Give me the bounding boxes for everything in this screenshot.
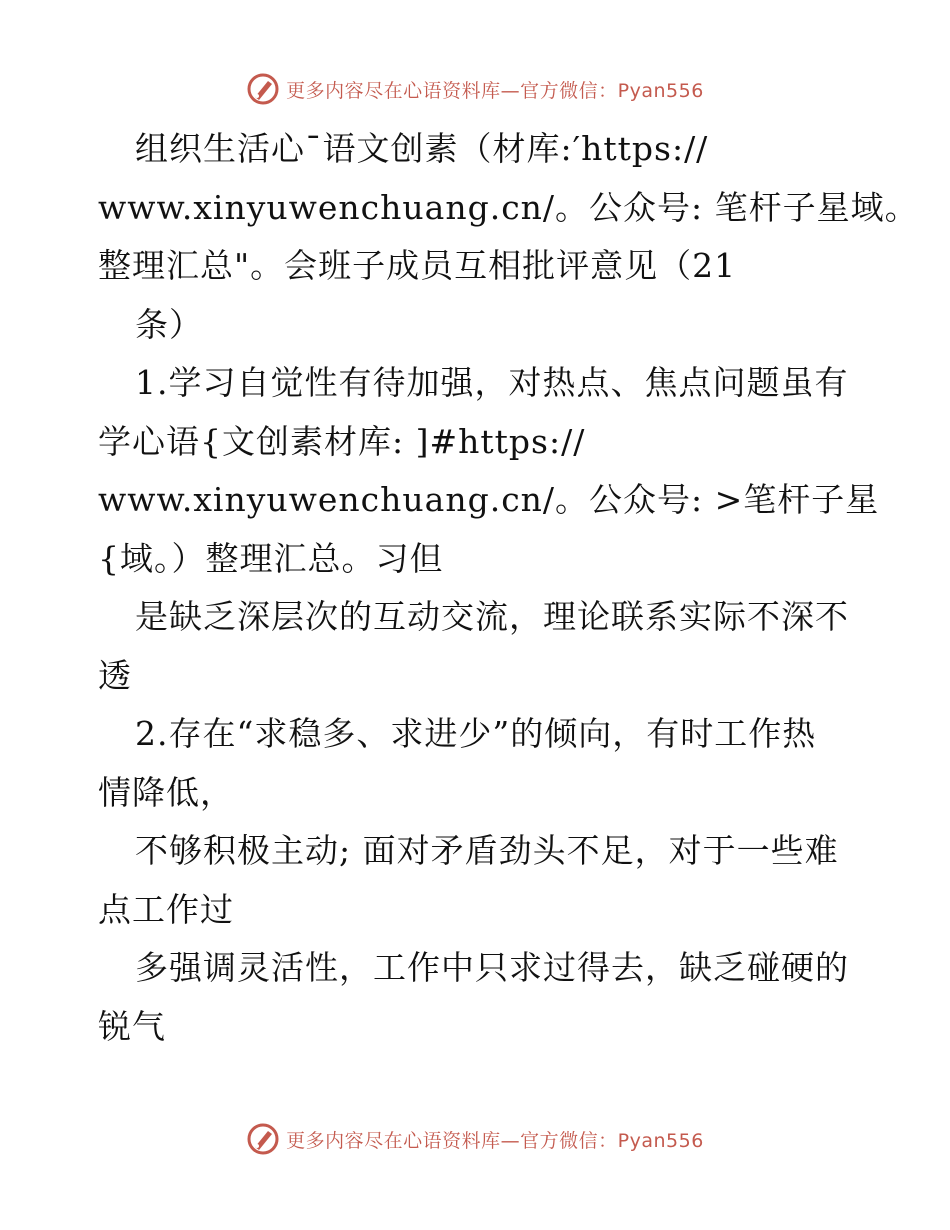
- text-line: {域。）整理汇总。习但: [98, 538, 444, 578]
- text-line: 锐气: [98, 1006, 166, 1046]
- text-line: www.xinyuwenchuang.cn/。公众号: >笔杆子星: [98, 480, 880, 519]
- text-line: 点工作过: [98, 889, 234, 929]
- text-line: 是缺乏深层次的互动交流，理论联系实际不深不: [135, 597, 849, 636]
- pen-logo-icon: [246, 1122, 280, 1156]
- text-line: 整理汇总"。会班子成员互相批评意见（21: [98, 246, 737, 285]
- text-line: 不够积极主动; 面对矛盾劲头不足，对于一些难: [135, 831, 839, 870]
- document-body: [98, 120, 919, 1056]
- text-line: 条）: [135, 304, 203, 344]
- text-line: 多强调灵活性，工作中只求过得去，缺乏碰硬的: [135, 948, 849, 987]
- header-banner: [0, 72, 950, 106]
- footer-banner-text: 更多内容尽在心语资料库—官方微信：Pyan556: [286, 1129, 704, 1152]
- text-line: 组织生活心¯语文创素（材库:′https://: [135, 129, 709, 168]
- text-line: 2.存在“求稳多、求进少”的倾向，有时工作热: [135, 714, 817, 753]
- text-line: 学心语{文创素材库: ]#https://: [98, 421, 586, 461]
- text-line: 1.学习自觉性有待加强，对热点、焦点问题虽有: [135, 363, 849, 402]
- pen-logo-icon: [246, 72, 280, 106]
- text-line: 情降低，: [98, 772, 234, 812]
- footer-banner: [0, 1122, 950, 1156]
- header-banner-text: 更多内容尽在心语资料库—官方微信：Pyan556: [286, 79, 704, 102]
- text-line: 透: [98, 655, 132, 695]
- text-line: www.xinyuwenchuang.cn/。公众号: 笔杆子星域。: [98, 187, 919, 227]
